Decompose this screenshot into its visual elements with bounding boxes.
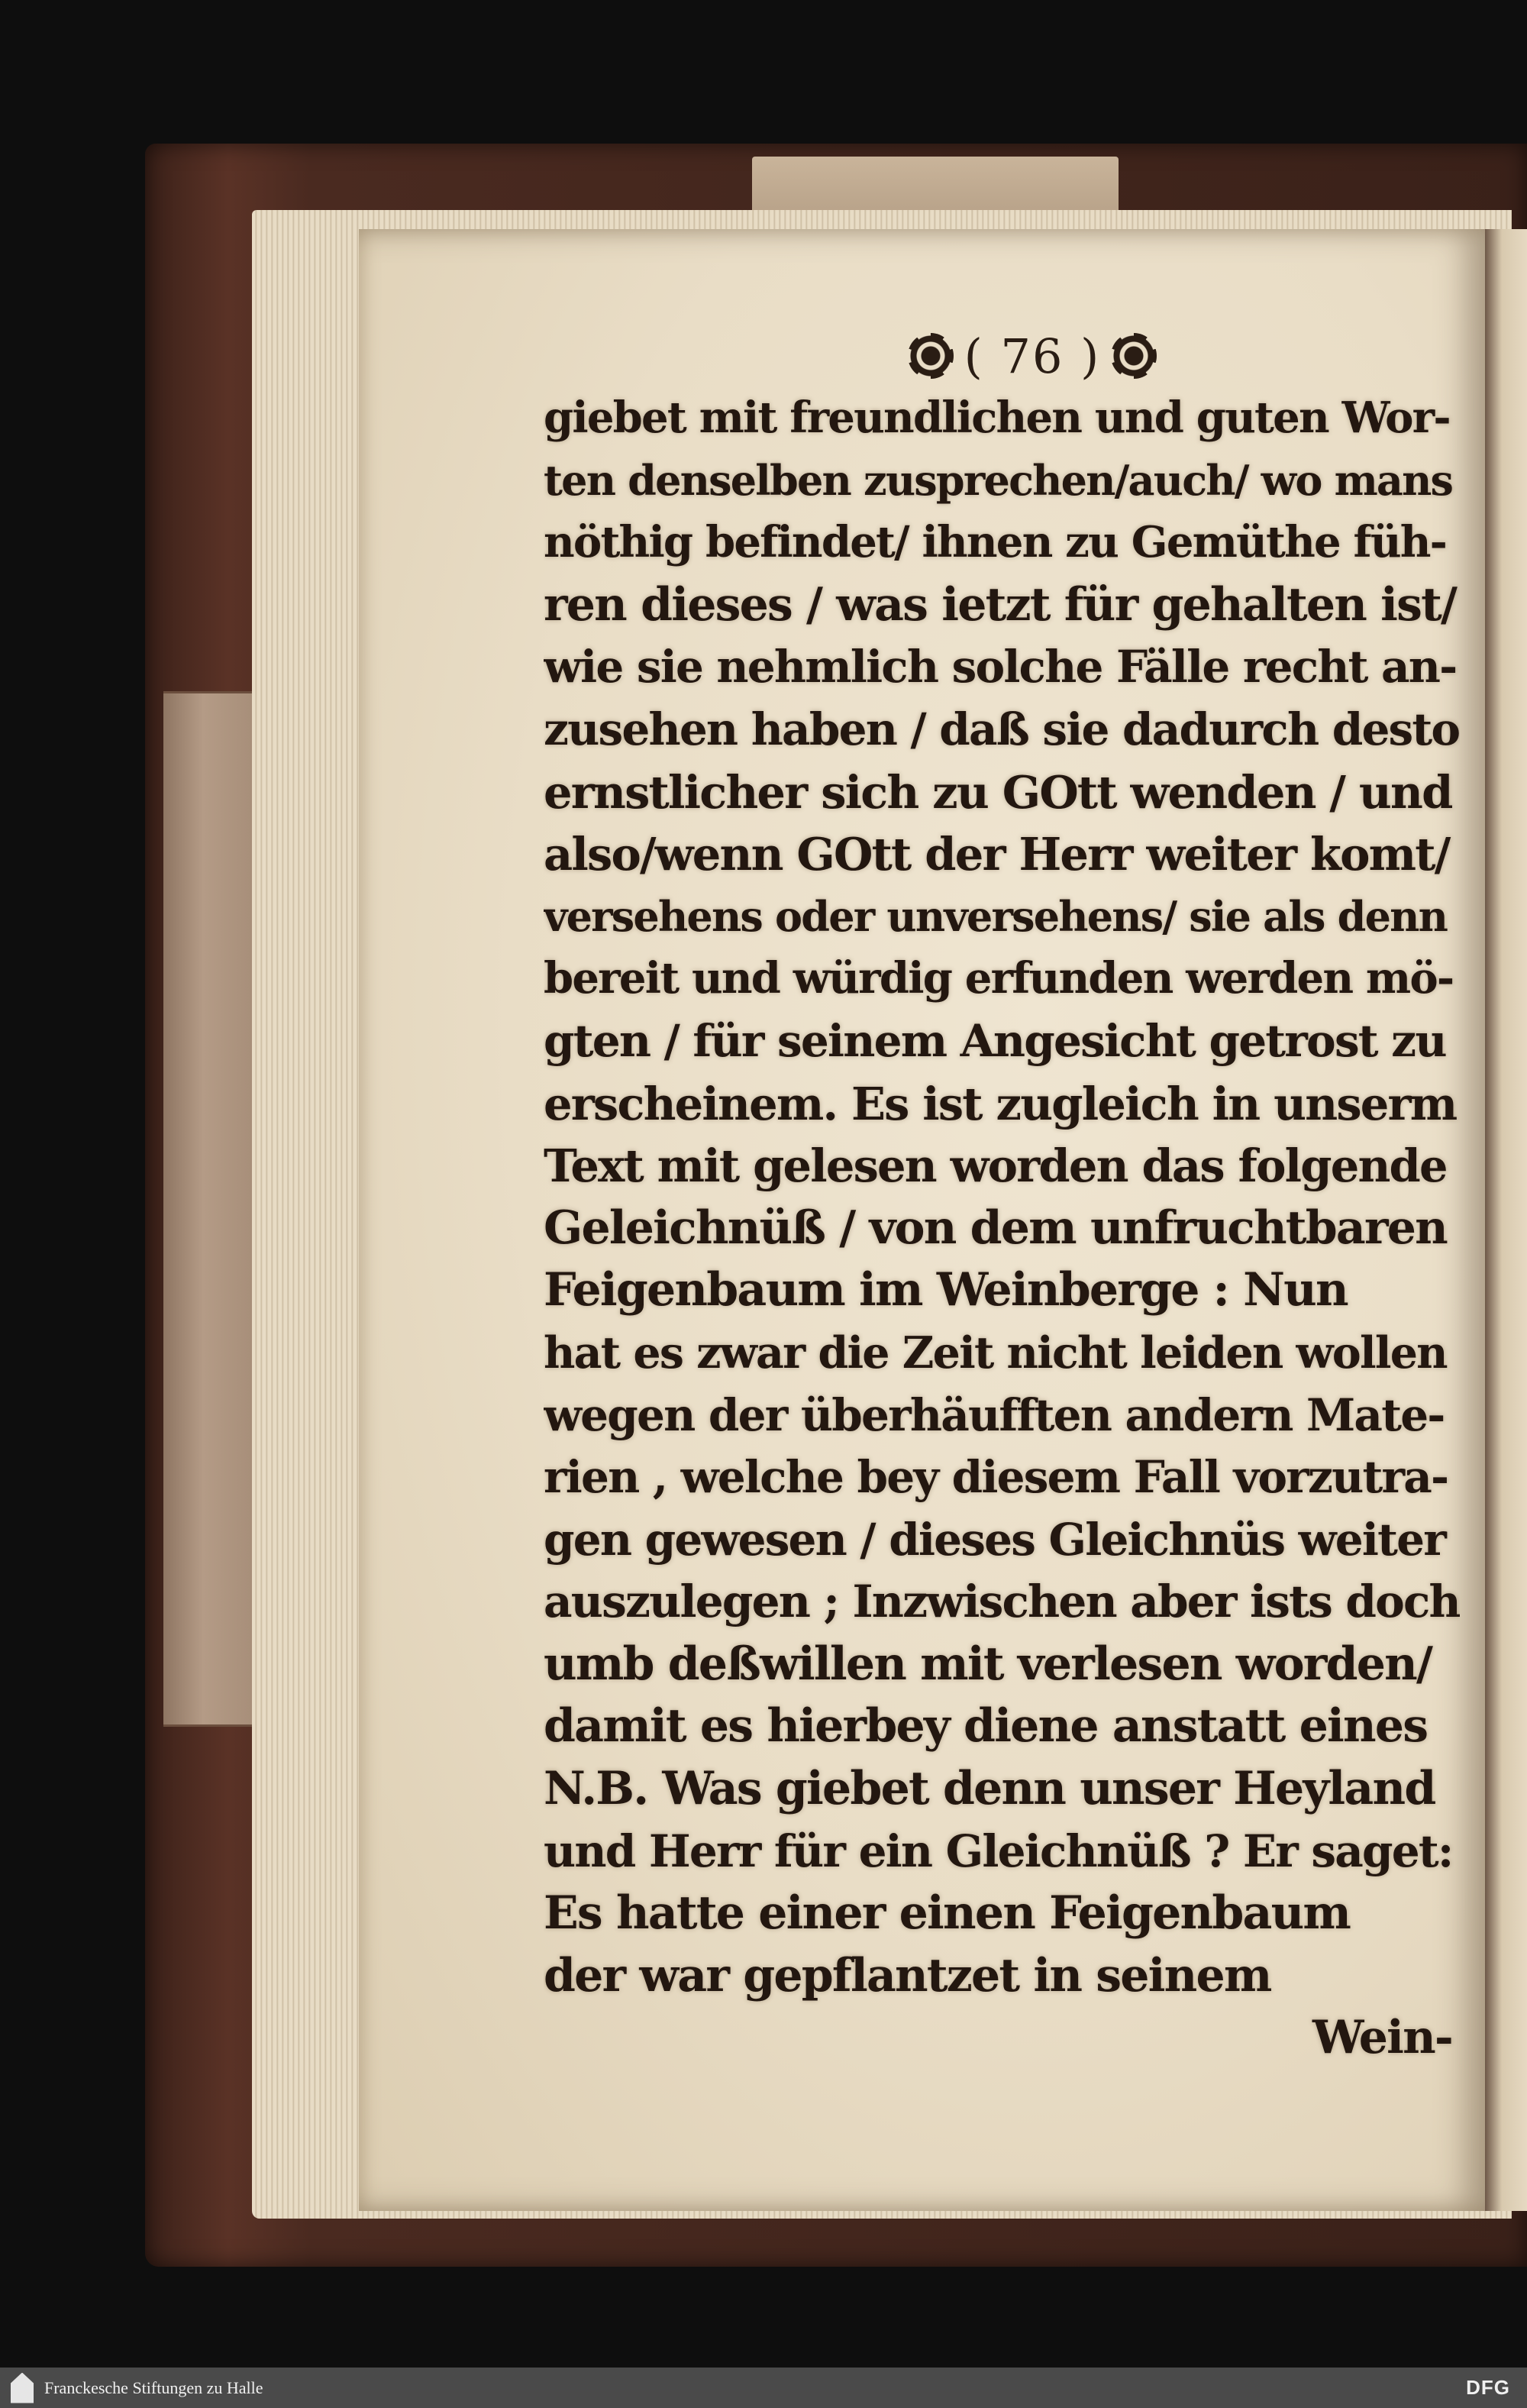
institution-logo-icon xyxy=(11,2373,34,2403)
left-ornament-icon xyxy=(908,333,954,379)
text-line: gten / für seinem Angesicht getrost zu xyxy=(544,1014,1446,1067)
text-line: erscheinem. Es ist zugleich in unserm xyxy=(544,1077,1457,1130)
text-line: wie sie nehmlich solche Fälle recht an- xyxy=(544,641,1457,693)
text-line: und Herr für ein Gleichnüß ? Er saget: xyxy=(544,1825,1453,1877)
text-line: ten denselben zusprechen/auch/ wo mans xyxy=(544,455,1453,505)
text-line: versehens oder unversehens/ sie als denn xyxy=(544,891,1448,941)
right-ornament-icon xyxy=(1111,333,1157,379)
page-number: ( 76 ) xyxy=(964,328,1101,384)
facing-page-edge xyxy=(1485,229,1527,2211)
catchword: Wein- xyxy=(1312,2011,1452,2065)
text-line: ernstlicher sich zu GOtt wenden / und xyxy=(544,765,1452,819)
body-text xyxy=(544,387,1460,2007)
page-header xyxy=(605,325,1460,387)
text-line: zusehen haben / daß sie dadurch desto xyxy=(544,703,1460,755)
text-line: Text mit gelesen worden das folgende xyxy=(544,1139,1447,1193)
text-block xyxy=(544,325,1460,2127)
text-line: nöthig befindet/ ihnen zu Gemüthe füh- xyxy=(544,517,1447,568)
cover-paper-band xyxy=(163,691,263,1727)
text-line: damit es hierbey diene anstatt eines xyxy=(544,1699,1428,1753)
text-line: gen gewesen / dieses Gleichnüs weiter xyxy=(544,1513,1445,1566)
text-line: Geleichnüß / von dem unfruchtbaren xyxy=(544,1201,1447,1255)
text-line: der war gepflantzet in seinem xyxy=(544,1948,1271,2002)
text-line: giebet mit freundlichen und guten Wor- xyxy=(544,393,1450,443)
text-line: auszulegen ; Inzwischen aber ists doch xyxy=(544,1576,1460,1628)
text-line: N.B. Was giebet denn unser Heyland xyxy=(544,1762,1435,1816)
footer-bar xyxy=(0,2368,1527,2408)
text-line: ren dieses / was ietzt für gehalten ist/ xyxy=(544,577,1457,632)
text-line: bereit und würdig erfunden werden mö- xyxy=(544,953,1454,1004)
text-line: also/wenn GOtt der Herr weiter komt/ xyxy=(544,828,1450,881)
text-line: wegen der überhäufften andern Mate- xyxy=(544,1388,1445,1441)
dfg-logo: DFG xyxy=(1466,2376,1510,2399)
text-line: rien , welche bey diesem Fall vorzutra- xyxy=(544,1451,1448,1504)
text-line: Feigenbaum im Weinberge : Nun xyxy=(544,1263,1348,1317)
institution-name: Franckesche Stiftungen zu Halle xyxy=(44,2377,263,2397)
text-line: Es hatte einer einen Feigenbaum xyxy=(544,1886,1351,1941)
text-line: umb deßwillen mit verlesen worden/ xyxy=(544,1637,1432,1691)
text-line: hat es zwar die Zeit nicht leiden wollen xyxy=(544,1327,1447,1379)
